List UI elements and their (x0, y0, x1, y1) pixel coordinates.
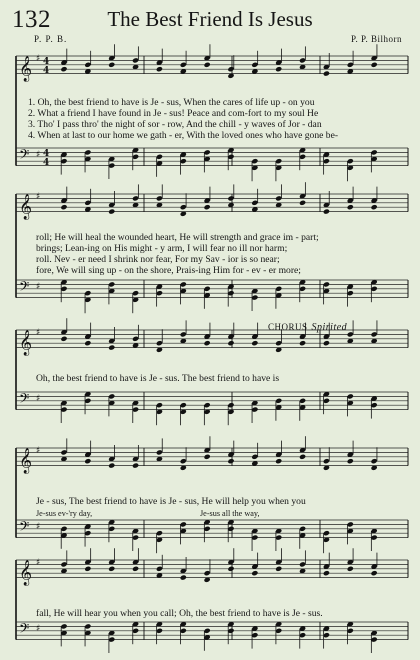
key-sharp: ♯ (36, 394, 41, 404)
notehead (227, 566, 234, 572)
notehead (227, 458, 234, 464)
bass-clef: 𝄢 (19, 390, 30, 410)
verse-1-line-2: roll; He will heal the wounded heart, He will strength and grace im - part; (36, 232, 319, 243)
treble-clef: 𝄞 (19, 56, 33, 82)
notehead (204, 62, 211, 68)
notehead (108, 209, 115, 215)
notehead (132, 463, 139, 469)
notehead (371, 204, 378, 210)
notehead (227, 340, 234, 346)
chorus-word: CHORUS (268, 322, 308, 332)
notehead (84, 458, 91, 464)
chorus-label (268, 322, 347, 333)
notehead (371, 62, 378, 68)
notehead (371, 570, 378, 576)
notehead (323, 340, 330, 346)
chorus-tempo: Spirited (311, 322, 348, 333)
chorus-line-1: Oh, the best friend to have is Je - sus. The best friend to have is (36, 373, 280, 384)
notehead (204, 204, 211, 210)
key-sharp: ♯ (36, 150, 41, 160)
notehead (323, 71, 330, 77)
key-sharp: ♯ (36, 522, 41, 532)
bass-lyric-left: Je-sus ev-'ry day, (36, 509, 93, 518)
notehead (275, 458, 282, 464)
notehead (299, 200, 306, 206)
notehead (204, 340, 211, 346)
verse-4-line-1: 4. When at last to our home we gath - er, With the loved ones who have gone be- (28, 130, 339, 141)
notehead (251, 340, 258, 346)
notehead (84, 340, 91, 346)
key-sharp: ♯ (36, 282, 41, 292)
time-signature: 4 (43, 158, 50, 168)
notehead (156, 66, 163, 72)
time-signature: 4 (43, 66, 50, 76)
verse-3-line-1: 3. Tho' I pass thro' the night of sor - row, And the chill - y waves of Jor - dan (28, 119, 322, 130)
treble-clef: 𝄞 (19, 560, 33, 586)
bass-clef: 𝄢 (19, 146, 30, 166)
notehead (84, 566, 91, 572)
verse-1-line-1: 1. Oh, the best friend to have is Je - sus, When the cares of life up - on you (28, 97, 315, 108)
verse-2-line-2: brings; Lean-ing on His might - y arm, I will fear no ill nor harm; (36, 243, 288, 254)
notehead (347, 204, 354, 210)
hymn-title: The Best Friend Is Jesus (107, 7, 313, 31)
notehead (60, 66, 67, 72)
notehead (60, 204, 67, 210)
key-sharp: ♯ (36, 328, 41, 338)
notehead (60, 336, 67, 342)
key-sharp: ♯ (36, 192, 41, 202)
music-attribution: P. P. Bilhorn (350, 34, 402, 44)
key-sharp: ♯ (36, 446, 41, 456)
notehead (299, 340, 306, 346)
notehead (275, 66, 282, 72)
treble-clef: 𝄞 (19, 448, 33, 474)
chorus-line-3: fall, He will hear you when you call; Oh, the best friend to have is Je - sus. (36, 608, 323, 619)
notehead (204, 454, 211, 460)
treble-clef: 𝄞 (19, 194, 33, 220)
verse-3-line-2: roll. Nev - er need I shrink nor fear, For my Sav - ior is so near; (36, 254, 280, 265)
bass-clef: 𝄢 (19, 620, 30, 640)
notehead (275, 566, 282, 572)
notehead (251, 570, 258, 576)
notehead (108, 345, 115, 351)
words-attribution: P. P. B. (34, 34, 68, 44)
key-sharp: ♯ (36, 624, 41, 634)
bass-clef: 𝄢 (19, 518, 30, 538)
notehead (323, 570, 330, 576)
notehead (108, 62, 115, 68)
notehead (323, 209, 330, 215)
time-signature: 4 (43, 149, 50, 159)
bass-clef: 𝄢 (19, 278, 30, 298)
treble-clef: 𝄞 (19, 330, 33, 356)
verse-2-line-1: 2. What a friend I have found in Je - sus! Peace and com-fort to my soul He (28, 108, 319, 119)
verse-4-line-2: fore, We will sing up - on the shore, Prais-ing Him for - ev - er more; (36, 265, 301, 276)
bass-lyric-right: Je-sus all the way, (200, 509, 260, 518)
key-sharp: ♯ (36, 54, 41, 64)
key-sharp: ♯ (36, 558, 41, 568)
notehead (299, 454, 306, 460)
notehead (347, 566, 354, 572)
notehead (347, 458, 354, 464)
time-signature: 4 (43, 57, 50, 67)
notehead (180, 575, 187, 581)
chorus-line-2: Je - sus, The best friend to have is Je - sus, He will help you when you (36, 496, 306, 507)
notehead (108, 463, 115, 469)
notehead (132, 566, 139, 572)
notehead (108, 566, 115, 572)
hymn-number: 132 (12, 6, 51, 33)
